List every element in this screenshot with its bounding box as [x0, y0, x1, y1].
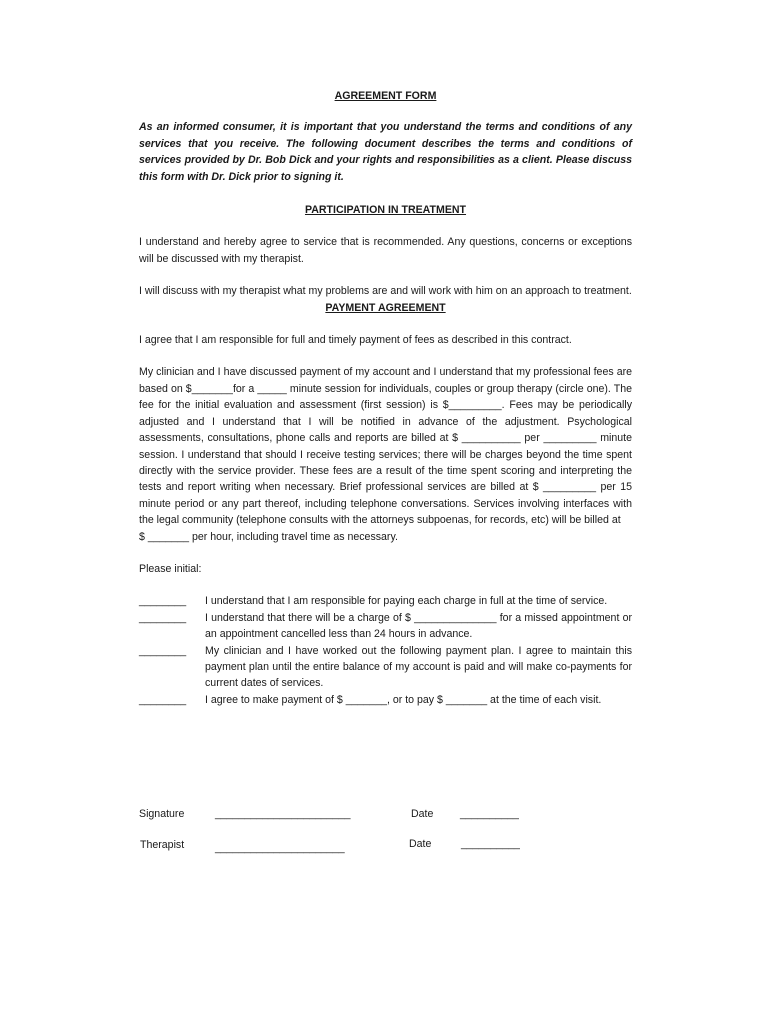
signature-date-label: Date — [411, 808, 434, 820]
signature-line[interactable]: _______________________ — [215, 808, 351, 820]
initial-blank-field[interactable]: ________ — [139, 595, 187, 608]
initial-blank-field[interactable]: ________ — [139, 644, 187, 657]
initials-prompt: Please initial: — [139, 562, 202, 575]
payment-paragraph-2: My clinician and I have discussed payment of my account and I understand that my professional fees are based on $_______for a _____ minute session for individuals, couples or group therapy (circle one). The fee for the initial evaluation and assessment (first session) is $_________. Fees may be periodically adjusted and I understand that I will be notified in advance of the adjustment. Psychological assessments, consultations, phone calls and reports are billed at $ __________ per _________ minute session. I understand that should I receive testing services; there will be charges beyond the time spent directly with the service provider. These fees are a result of the time spent scoring and interpreting the tests and report writing when necessary. Brief professional services are billed at $ _________ per 15 minute period or any part thereof, including telephone conversations. Services involving interfaces with the legal community (telephone consults with the attorneys subpoenas, for records, etc) will be billed at — [139, 366, 632, 527]
participation-paragraph-1: I understand and hereby agree to service that is recommended. Any questions, concerns or exceptions will be discussed with my therapist. — [139, 236, 632, 265]
intro-paragraph: As an informed consumer, it is important that you understand the terms and conditions of any services that you receive. The following document describes the terms and conditions of services provided by Dr. Bob Dick and your rights and responsibilities as a client. Please discuss this form with Dr. Dick prior to signing it. — [139, 121, 632, 183]
initial-blank-field[interactable]: ________ — [139, 611, 187, 624]
therapist-label: Therapist — [140, 839, 185, 851]
document-title: AGREEMENT FORM — [334, 90, 437, 102]
initial-item — [139, 593, 632, 609]
initial-item — [139, 610, 632, 643]
initial-item-text: I understand that I am responsible for paying each charge in full at the time of service. — [205, 595, 608, 608]
signature-label: Signature — [139, 808, 185, 820]
initial-item — [139, 692, 632, 708]
agreement-document — [139, 88, 632, 708]
signature-date-line[interactable]: __________ — [460, 808, 519, 820]
initial-blank-field[interactable]: ________ — [139, 693, 187, 706]
payment-paragraph-1: I agree that I am responsible for full and timely payment of fees as described in this contract. — [139, 334, 572, 347]
participation-heading: PARTICIPATION IN TREATMENT — [304, 204, 467, 217]
initial-item-text: I understand that there will be a charge of $ ______________ for a missed appointment or an appointment cancelled less than 24 hours in advance. — [205, 611, 632, 641]
therapist-date-label: Date — [409, 838, 432, 850]
initials-list — [139, 593, 632, 708]
payment-paragraph-2-end: $ _______ per hour, including travel time as necessary. — [139, 530, 398, 543]
therapist-date-line[interactable]: __________ — [461, 838, 520, 850]
therapist-signature-line[interactable]: ______________________ — [215, 842, 345, 854]
signature-block — [139, 806, 632, 866]
participation-paragraph-2: I will discuss with my therapist what my problems are and will work with him on an approach to treatment. — [139, 285, 632, 298]
initial-item — [139, 643, 632, 692]
initial-item-text: My clinician and I have worked out the following payment plan. I agree to maintain this payment plan until the entire balance of my account is paid and will make co-payments for current dates of services. — [205, 644, 632, 690]
payment-heading: PAYMENT AGREEMENT — [325, 301, 446, 314]
initial-item-text: I agree to make payment of $ _______, or to pay $ _______ at the time of each visit. — [205, 693, 602, 706]
